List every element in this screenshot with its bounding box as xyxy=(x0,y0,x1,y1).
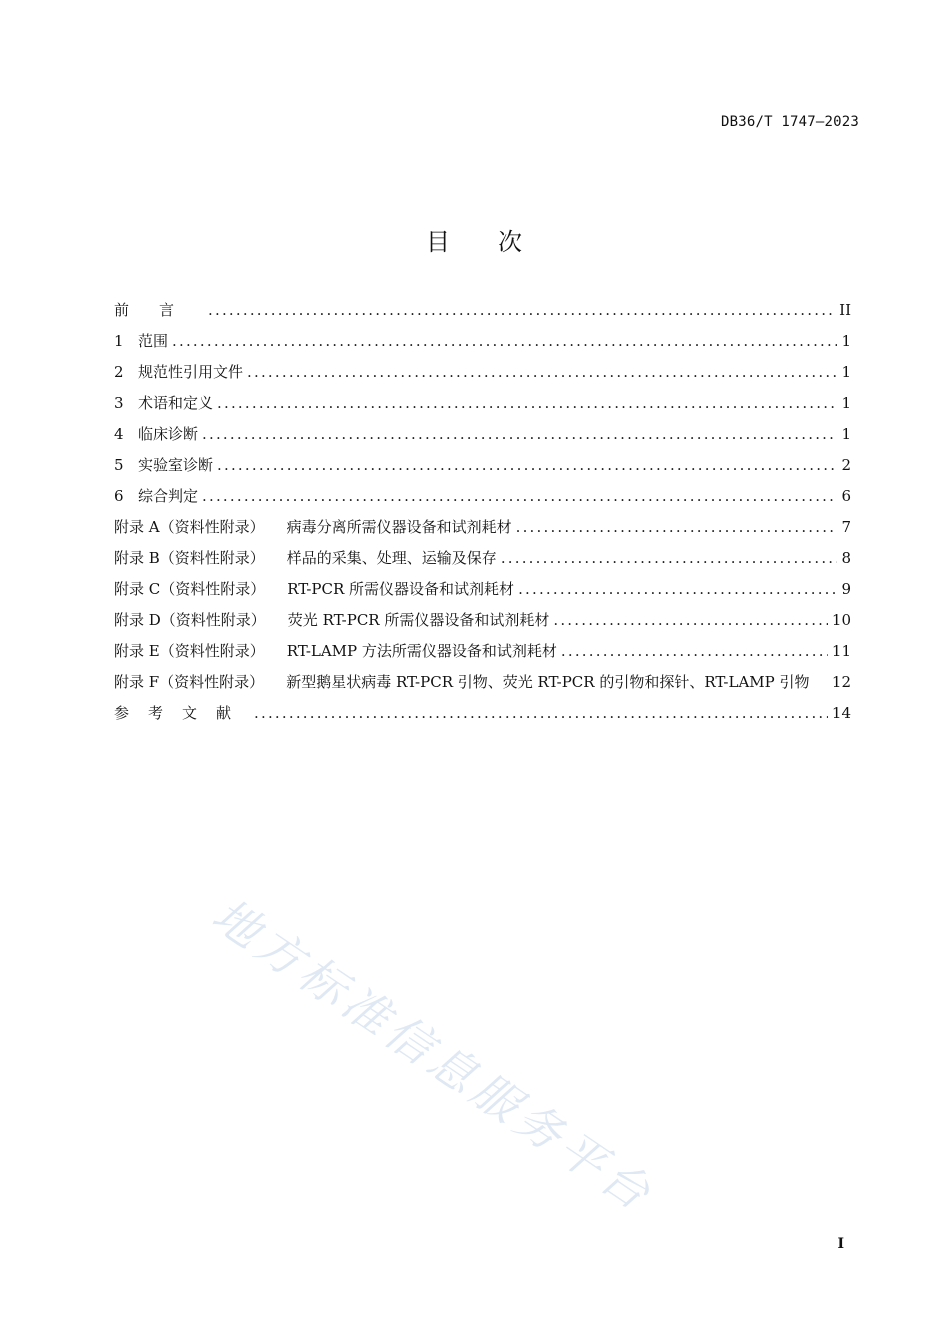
toc-entry-label xyxy=(114,361,243,382)
page-ref: II xyxy=(839,301,851,319)
toc-entry[interactable] xyxy=(114,578,851,609)
toc-entry-label xyxy=(114,299,204,320)
toc-title xyxy=(0,222,950,257)
section-number: 6 xyxy=(114,487,124,505)
toc-entry-label xyxy=(114,609,549,630)
annex-title: 新型鹅星状病毒 RT-PCR 引物、荧光 RT-PCR 的引物和探针、RT-LAMP 引物 xyxy=(286,673,810,691)
toc-entry[interactable] xyxy=(114,640,851,671)
annex-title: RT-PCR 所需仪器设备和试剂耗材 xyxy=(287,580,515,598)
page-ref: 14 xyxy=(831,704,851,722)
section-number: 2 xyxy=(114,363,124,381)
annex-designation: 附录 D（资料性附录） xyxy=(114,611,266,629)
toc-entry-label xyxy=(114,423,198,444)
dot-leader xyxy=(561,642,828,660)
section-number: 3 xyxy=(114,394,124,412)
table-of-contents xyxy=(114,299,851,733)
section-title: 前言 xyxy=(114,301,205,319)
toc-entry[interactable] xyxy=(114,547,851,578)
page-ref: 1 xyxy=(841,332,851,350)
annex-title: 荧光 RT-PCR 所需仪器设备和试剂耗材 xyxy=(287,611,550,629)
page-ref: 9 xyxy=(841,580,851,598)
dot-leader xyxy=(217,456,837,474)
toc-entry[interactable] xyxy=(114,454,851,485)
dot-leader xyxy=(518,580,837,598)
document-code: DB36/T 1747—2023 xyxy=(720,114,859,130)
dot-leader xyxy=(501,549,837,567)
dot-leader xyxy=(254,704,828,722)
page-ref: 1 xyxy=(841,425,851,443)
page-ref: 10 xyxy=(831,611,851,629)
toc-entry-label xyxy=(114,547,497,568)
toc-entry-label xyxy=(114,578,514,599)
page-ref: 8 xyxy=(841,549,851,567)
page-ref: 1 xyxy=(841,363,851,381)
section-title: 综合判定 xyxy=(138,487,199,505)
section-title: 实验室诊断 xyxy=(138,456,214,474)
section-number: 5 xyxy=(114,456,124,474)
toc-entry[interactable] xyxy=(114,330,851,361)
dot-leader xyxy=(202,425,837,443)
dot-leader xyxy=(553,611,828,629)
toc-entry[interactable] xyxy=(114,702,851,733)
annex-title: RT-LAMP 方法所需仪器设备和试剂耗材 xyxy=(286,642,557,660)
section-title: 临床诊断 xyxy=(138,425,199,443)
toc-entry[interactable] xyxy=(114,299,851,330)
dot-leader xyxy=(247,363,837,381)
toc-title-part2: 次 xyxy=(498,228,524,256)
toc-title-part1: 目 xyxy=(426,228,452,256)
annex-designation: 附录 B（资料性附录） xyxy=(114,549,265,567)
toc-entry-label xyxy=(114,516,512,537)
toc-entry[interactable] xyxy=(114,671,851,702)
annex-designation: 附录 C（资料性附录） xyxy=(114,580,266,598)
dot-leader xyxy=(217,394,837,412)
toc-entry[interactable] xyxy=(114,392,851,423)
toc-entry[interactable] xyxy=(114,516,851,547)
section-number: 1 xyxy=(114,332,124,350)
toc-entry-label xyxy=(114,640,557,661)
page-ref: 1 xyxy=(841,394,851,412)
toc-entry[interactable] xyxy=(114,609,851,640)
section-title: 范围 xyxy=(138,332,169,350)
watermark: 地方标准信息服务平台 xyxy=(202,887,665,1224)
section-number: 4 xyxy=(114,425,124,443)
toc-entry[interactable] xyxy=(114,485,851,516)
page-ref: 2 xyxy=(841,456,851,474)
section-title: 术语和定义 xyxy=(138,394,214,412)
annex-title: 病毒分离所需仪器设备和试剂耗材 xyxy=(286,518,512,536)
annex-designation: 附录 E（资料性附录） xyxy=(114,642,265,660)
toc-entry-label xyxy=(114,702,250,723)
dot-leader xyxy=(172,332,837,350)
toc-entry-label xyxy=(114,392,213,413)
page-number: I xyxy=(837,1236,844,1252)
toc-entry-label xyxy=(114,454,213,475)
annex-designation: 附录 F（资料性附录） xyxy=(114,673,265,691)
toc-entry-label xyxy=(114,485,198,506)
annex-title: 样品的采集、处理、运输及保存 xyxy=(286,549,497,567)
annex-designation: 附录 A（资料性附录） xyxy=(114,518,265,536)
toc-entry-label xyxy=(114,671,810,692)
toc-entry[interactable] xyxy=(114,423,851,454)
toc-entry-label xyxy=(114,330,168,351)
page-ref: 7 xyxy=(841,518,851,536)
dot-leader xyxy=(202,487,837,505)
page-ref: 6 xyxy=(841,487,851,505)
page-ref: 12 xyxy=(831,673,851,691)
toc-entry[interactable] xyxy=(114,361,851,392)
page-ref: 11 xyxy=(831,642,851,660)
dot-leader xyxy=(516,518,837,536)
section-title: 规范性引用文件 xyxy=(138,363,244,381)
dot-leader xyxy=(208,301,835,319)
section-title: 参考文献 xyxy=(114,704,251,722)
